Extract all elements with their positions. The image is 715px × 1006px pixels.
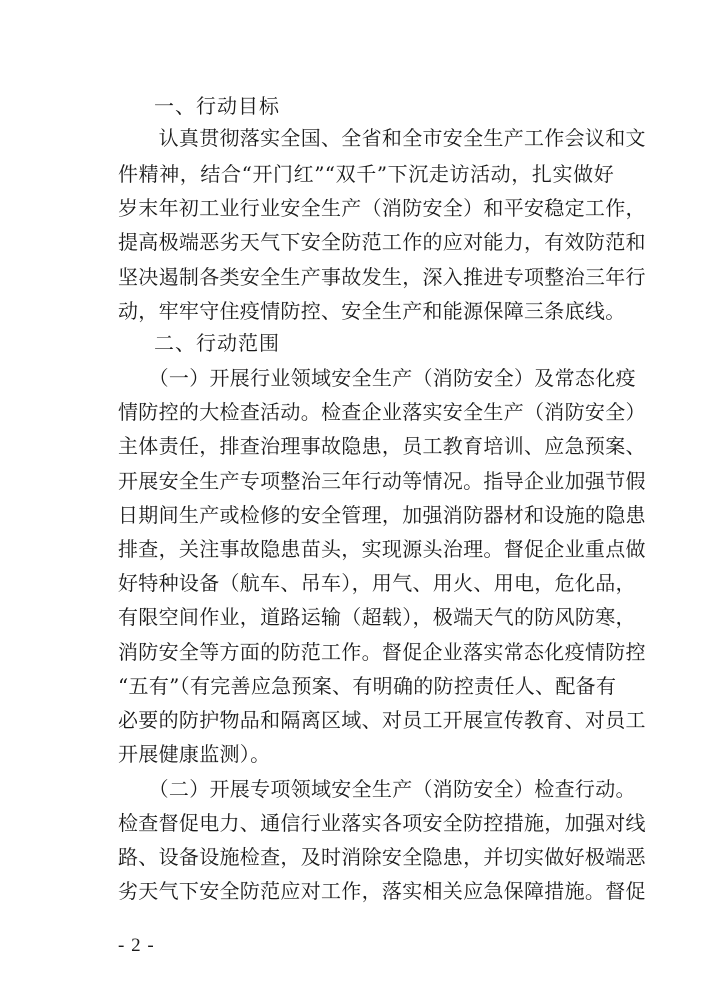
section-heading-goals: 一、行动目标 <box>154 94 280 118</box>
paragraph-line: 排查，关注事故隐患苗头，实现源头治理。督促企业重点做 <box>118 537 646 561</box>
paragraph-line: 认真贯彻落实全国、全省和全市安全生产工作会议和文 <box>118 126 646 150</box>
paragraph-line: 坚决遏制各类安全生产事故发生，深入推进专项整治三年行 <box>118 265 646 289</box>
paragraph-line: 路、设备设施检查，及时消除安全隐患，并切实做好极端恶 <box>118 845 646 869</box>
paragraph-line: 有限空间作业，道路运输（超载），极端天气的防风防寒， <box>118 605 636 629</box>
paragraph-line: （二）开展专项领域安全生产（消防安全）检查行动。 <box>118 777 636 801</box>
paragraph-line: 岁末年初工业行业安全生产（消防安全）和平安稳定工作， <box>118 196 646 220</box>
paragraph-line: “五有”（有完善应急预案、有明确的防控责任人、配备有 <box>118 674 617 698</box>
paragraph-line: 主体责任，排查治理事故隐患，员工教育培训、应急预案、 <box>118 434 646 458</box>
paragraph-line: （一）开展行业领域安全生产（消防安全）及常态化疫 <box>118 366 636 390</box>
paragraph-line: 劣天气下安全防范应对工作，落实相关应急保障措施。督促 <box>118 879 646 903</box>
paragraph-line: 开展健康监测）。 <box>118 742 271 766</box>
page-number: - 2 - <box>118 935 155 956</box>
paragraph-line: 件精神，结合“开门红”“双千”下沉走访活动，扎实做好 <box>118 162 614 186</box>
paragraph-line: 动，牢牢守住疫情防控、安全生产和能源保障三条底线。 <box>118 299 626 323</box>
paragraph-line: 检查督促电力、通信行业落实各项安全防控措施，加强对线 <box>118 811 646 835</box>
paragraph-line: 情防控的大检查活动。检查企业落实安全生产（消防安全） <box>118 400 646 424</box>
paragraph-line: 好特种设备（航车、吊车），用气、用火、用电，危化品， <box>118 571 636 595</box>
paragraph-line: 消防安全等方面的防范工作。督促企业落实常态化疫情防控 <box>118 640 646 664</box>
paragraph-line: 开展安全生产专项整治三年行动等情况。指导企业加强节假 <box>118 469 646 493</box>
paragraph-line: 提高极端恶劣天气下安全防范工作的应对能力，有效防范和 <box>118 230 646 254</box>
paragraph-line: 日期间生产或检修的安全管理，加强消防器材和设施的隐患 <box>118 503 646 527</box>
paragraph-line: 必要的防护物品和隔离区域、对员工开展宣传教育、对员工 <box>118 708 646 732</box>
section-heading-scope: 二、行动范围 <box>154 331 280 355</box>
